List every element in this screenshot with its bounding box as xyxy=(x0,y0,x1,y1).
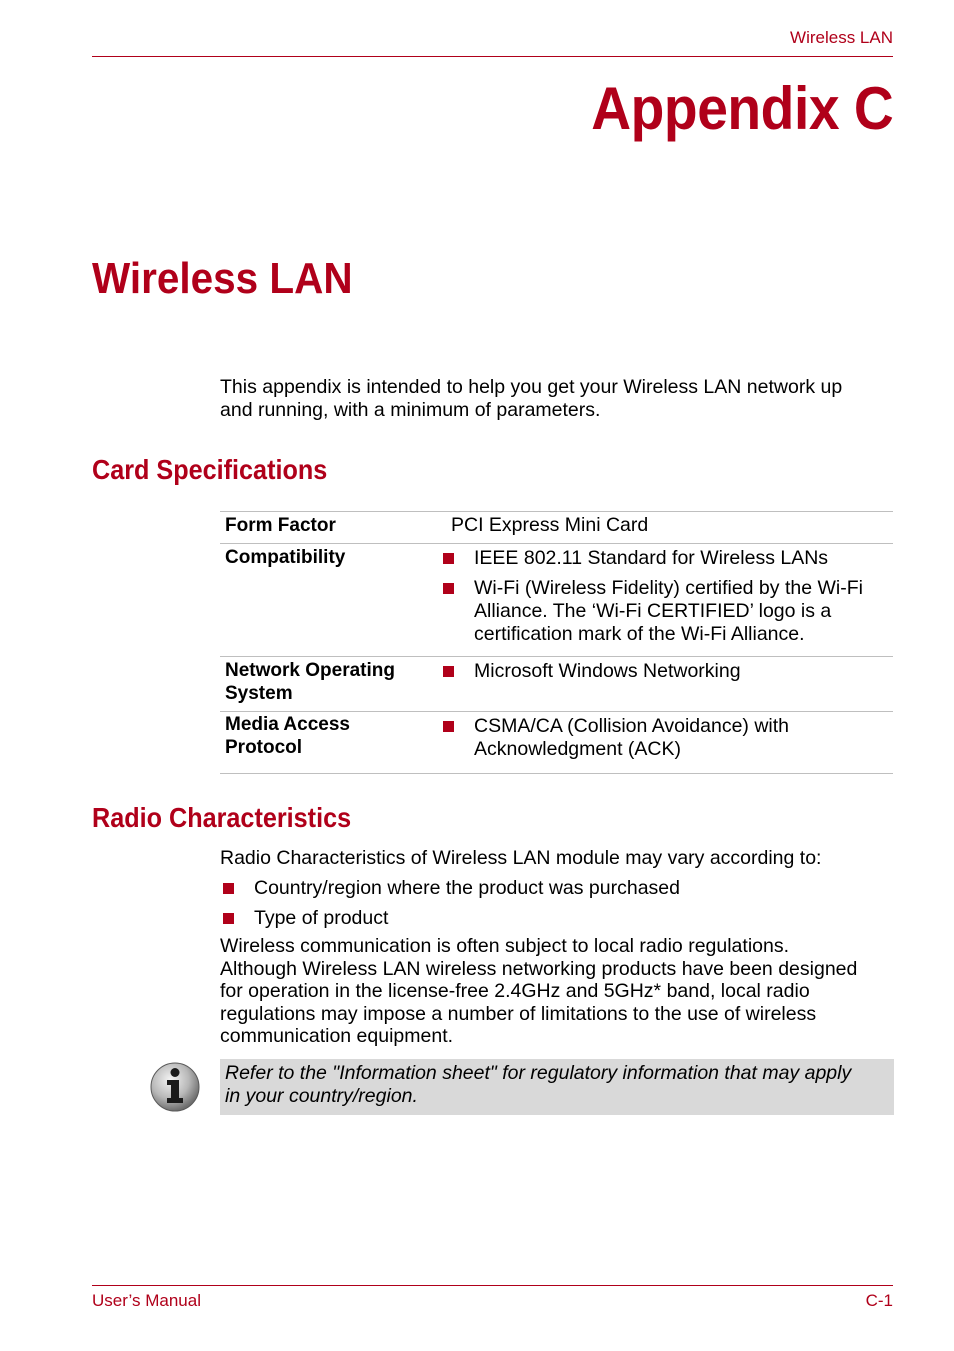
table-row xyxy=(220,711,893,773)
radio-paragraph xyxy=(220,935,890,1048)
row-label-line: Network Operating xyxy=(225,660,395,681)
bullet-square-icon xyxy=(223,913,234,924)
bullet-text: IEEE 802.11 Standard for Wireless LANs xyxy=(474,547,829,569)
paragraph-line: for operation in the license-free 2.4GHz and 5GHz* band, local radio xyxy=(220,980,810,1002)
header-rule xyxy=(92,56,893,57)
row-label xyxy=(220,712,442,773)
card-specifications-table xyxy=(220,511,893,774)
appendix-title: Appendix C xyxy=(590,75,893,142)
paragraph-line: regulations may impose a number of limitations to the use of wireless xyxy=(220,1002,817,1025)
paragraph-line: Wireless communication is often subject to local radio regulations. xyxy=(220,935,790,957)
row-value xyxy=(442,544,893,656)
info-icon xyxy=(149,1060,201,1114)
card-specifications-heading: Card Specifications xyxy=(92,454,328,485)
page-number: C-1 xyxy=(865,1291,893,1310)
row-label: Compatibility xyxy=(225,547,346,568)
running-header: Wireless LAN xyxy=(790,28,893,47)
table-row xyxy=(220,512,893,543)
paragraph-line: communication equipment. xyxy=(220,1025,454,1047)
footer-manual-title: User’s Manual xyxy=(92,1291,201,1310)
bullet-text: Country/region where the product was purchased xyxy=(254,877,680,899)
bullet-square-icon xyxy=(443,721,454,732)
radio-bullet-list xyxy=(220,877,890,936)
bullet-square-icon xyxy=(443,666,454,677)
bullet-square-icon xyxy=(443,553,454,564)
bullet-text: certification mark of the Wi-Fi Alliance. xyxy=(474,623,805,645)
row-value xyxy=(442,657,893,711)
bullet-square-icon xyxy=(443,583,454,594)
bullet-square-icon xyxy=(223,883,234,894)
row-value: PCI Express Mini Card xyxy=(451,514,649,536)
bullet-text: Microsoft Windows Networking xyxy=(474,660,741,682)
paragraph-line: Although Wireless LAN wireless networking products have been designed xyxy=(220,957,858,980)
list-item xyxy=(220,877,890,900)
chapter-title: Wireless LAN xyxy=(92,254,353,303)
radio-intro: Radio Characteristics of Wireless LAN module may vary according to: xyxy=(220,847,822,869)
note-line: Refer to the "Information sheet" for regulatory information that may apply xyxy=(225,1062,852,1084)
row-value xyxy=(442,712,893,773)
list-item xyxy=(220,907,890,930)
list-item xyxy=(442,577,889,646)
row-label-line: System xyxy=(225,683,293,704)
list-item xyxy=(442,715,889,761)
radio-characteristics-heading: Radio Characteristics xyxy=(92,802,352,833)
note-line: in your country/region. xyxy=(225,1085,418,1107)
bullet-text: CSMA/CA (Collision Avoidance) with xyxy=(474,715,790,737)
bullet-text: Type of product xyxy=(254,906,389,929)
row-label: Form Factor xyxy=(225,515,336,536)
bullet-text: Acknowledgment (ACK) xyxy=(474,738,681,760)
intro-paragraph xyxy=(220,376,890,421)
intro-line: and running, with a minimum of parameters. xyxy=(220,398,601,421)
table-row xyxy=(220,543,893,656)
row-label-line: Media Access xyxy=(225,714,350,735)
row-label xyxy=(220,657,442,711)
intro-line: This appendix is intended to help you get your Wireless LAN network up xyxy=(220,376,843,398)
footer-rule xyxy=(92,1285,893,1286)
list-item xyxy=(442,660,889,683)
list-item xyxy=(442,547,889,570)
bullet-text: Alliance. The ‘Wi-Fi CERTIFIED’ logo is a xyxy=(474,600,832,622)
table-row xyxy=(220,656,893,711)
bullet-text: Wi-Fi (Wireless Fidelity) certified by the Wi-Fi xyxy=(474,577,863,599)
note-box xyxy=(220,1059,894,1115)
row-label-line: Protocol xyxy=(225,737,303,758)
